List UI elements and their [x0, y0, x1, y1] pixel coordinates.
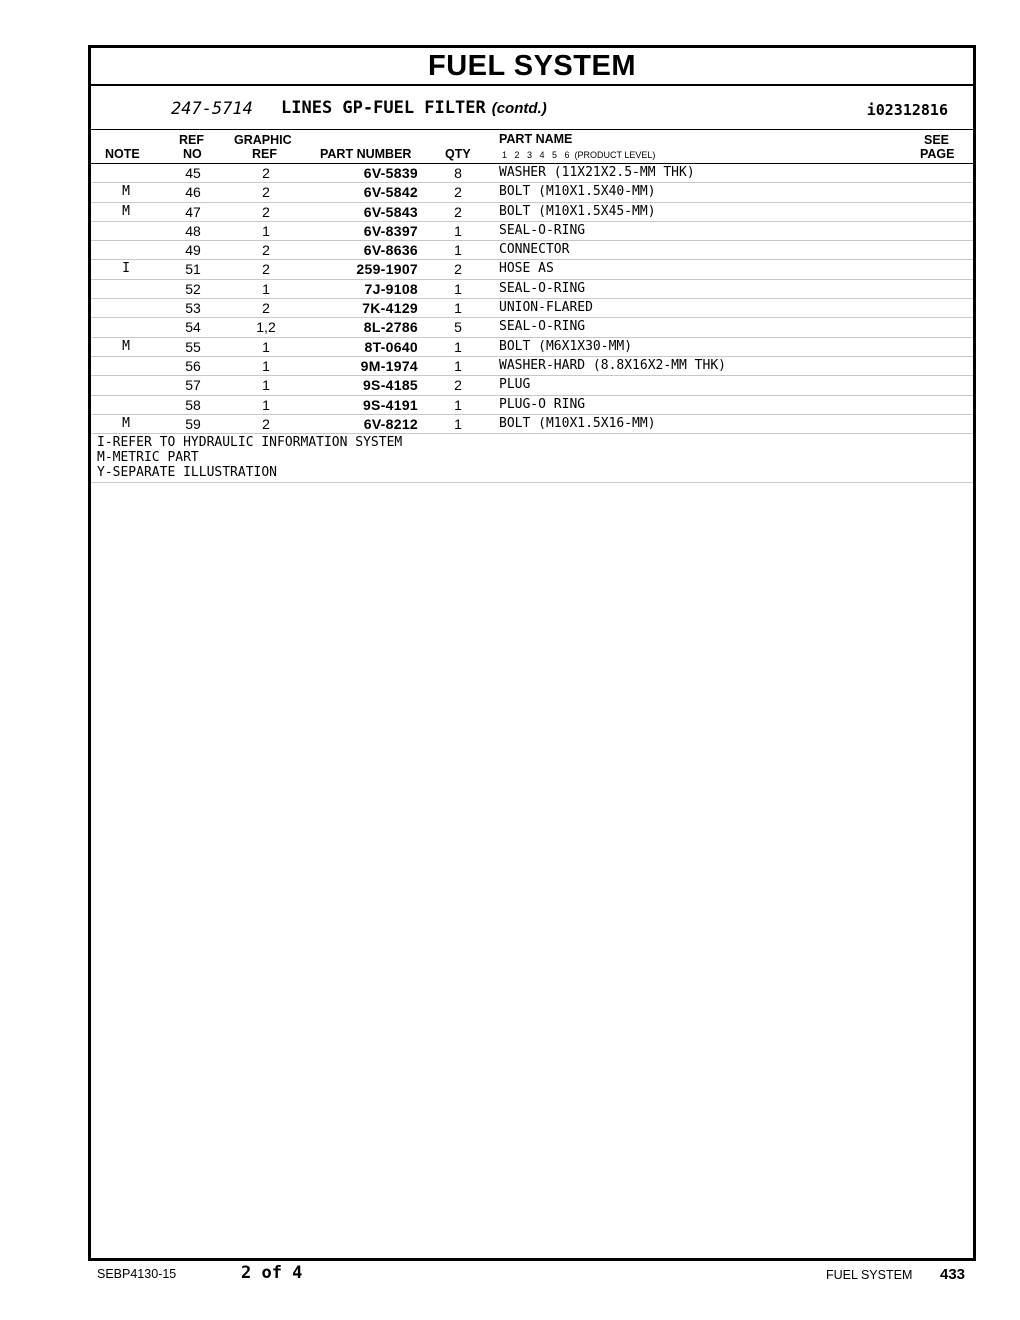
- ref-no-cell: 51: [185, 261, 201, 278]
- note-cell: M: [122, 184, 130, 200]
- header-ref-bottom: NO: [183, 147, 202, 161]
- part-number-cell: 259-1907: [356, 261, 418, 278]
- ref-no-cell: 49: [185, 242, 201, 259]
- graphic-ref-cell: 1: [262, 396, 270, 413]
- ref-no-cell: 59: [185, 415, 201, 432]
- parts-list: [91, 164, 973, 434]
- part-number-cell: 8T-0640: [364, 338, 418, 355]
- part-name-cell: HOSE AS: [499, 261, 554, 277]
- part-number-cell: 9M-1974: [360, 357, 418, 374]
- graphic-ref-cell: 2: [262, 415, 270, 432]
- graphic-ref-cell: 2: [262, 261, 270, 278]
- part-name-cell: PLUG-O RING: [499, 396, 586, 412]
- contd-label: (contd.): [491, 100, 547, 117]
- part-name-cell: BOLT (M10X1.5X16-MM): [499, 415, 656, 431]
- ref-no-cell: 57: [185, 377, 201, 394]
- graphic-ref-cell: 1: [262, 357, 270, 374]
- header-see-bottom: PAGE: [920, 147, 955, 161]
- header-graphic-top: GRAPHIC: [234, 133, 292, 147]
- ref-no-cell: 46: [185, 184, 201, 201]
- table-row: [91, 183, 973, 202]
- part-number-cell: 7K-4129: [362, 300, 418, 317]
- ref-no-cell: 45: [185, 165, 201, 181]
- ref-no-cell: 55: [185, 338, 201, 355]
- header-note: NOTE: [105, 147, 140, 161]
- ref-no-cell: 47: [185, 203, 201, 220]
- part-number-cell: 9S-4191: [362, 396, 418, 413]
- table-row: [91, 318, 973, 337]
- part-number-cell: 6V-8212: [363, 415, 418, 432]
- header-product-levels: 1 2 3 4 5 6 (PRODUCT LEVEL): [502, 150, 656, 160]
- table-row: [91, 164, 973, 183]
- graphic-ref-cell: 2: [262, 165, 270, 181]
- table-row: [91, 241, 973, 260]
- title-bar: [91, 48, 973, 86]
- parts-page-frame: [88, 45, 976, 1261]
- table-row: [91, 203, 973, 222]
- group-id: i02312816: [866, 101, 948, 119]
- graphic-ref-cell: 1: [262, 377, 270, 394]
- qty-cell: 1: [454, 415, 462, 432]
- ref-no-cell: 58: [185, 396, 201, 413]
- part-name-cell: CONNECTOR: [499, 242, 570, 258]
- header-part-name: PART NAME: [499, 132, 573, 146]
- part-number-cell: 6V-5843: [363, 203, 418, 220]
- note-cell: M: [122, 203, 130, 219]
- qty-cell: 1: [454, 300, 462, 317]
- group-name: [281, 98, 547, 118]
- header-ref-top: REF: [179, 133, 204, 147]
- part-number-cell: 6V-8636: [363, 242, 418, 259]
- part-number-cell: 6V-5842: [363, 184, 418, 201]
- qty-cell: 5: [454, 319, 462, 336]
- footer-page-number: 433: [940, 1266, 966, 1283]
- qty-cell: 1: [454, 242, 462, 259]
- footer-section: FUEL SYSTEM: [826, 1268, 913, 1282]
- qty-cell: 1: [454, 280, 462, 297]
- part-name-cell: UNION-FLARED: [499, 300, 593, 316]
- table-row: [91, 396, 973, 415]
- ref-no-cell: 48: [185, 222, 201, 239]
- graphic-ref-cell: 1,2: [256, 319, 276, 336]
- group-name-text: LINES GP-FUEL FILTER: [281, 98, 486, 118]
- header-graphic-bottom: REF: [252, 147, 277, 161]
- qty-cell: 8: [454, 165, 462, 181]
- part-name-cell: SEAL-O-RING: [499, 319, 586, 335]
- ref-no-cell: 54: [185, 319, 201, 336]
- column-headers: [91, 130, 973, 164]
- group-number: 247-5714: [171, 99, 253, 119]
- graphic-ref-cell: 1: [262, 222, 270, 239]
- table-row: [91, 415, 973, 434]
- table-row: [91, 260, 973, 279]
- footer-page-of: 2 of 4: [241, 1263, 303, 1283]
- notes-legend: [91, 434, 973, 483]
- part-name-cell: BOLT (M10X1.5X45-MM): [499, 203, 656, 219]
- note-line: I-REFER TO HYDRAULIC INFORMATION SYSTEM: [97, 435, 403, 451]
- part-number-cell: 7J-9108: [364, 280, 418, 297]
- table-row: [91, 376, 973, 395]
- table-row: [91, 222, 973, 241]
- note-cell: M: [122, 338, 130, 354]
- note-cell: I: [122, 261, 130, 277]
- part-name-cell: BOLT (M10X1.5X40-MM): [499, 184, 656, 200]
- table-row: [91, 280, 973, 299]
- header-see-top: SEE: [924, 133, 950, 147]
- part-number-cell: 9S-4185: [362, 377, 418, 394]
- group-header: [91, 86, 973, 130]
- note-line: M-METRIC PART: [97, 450, 199, 466]
- part-number-cell: 8L-2786: [363, 319, 418, 336]
- qty-cell: 1: [454, 357, 462, 374]
- part-name-cell: BOLT (M6X1X30-MM): [499, 338, 633, 354]
- qty-cell: 2: [454, 261, 462, 278]
- part-name-cell: PLUG: [499, 377, 531, 393]
- page-footer: [0, 1262, 1020, 1292]
- graphic-ref-cell: 1: [262, 280, 270, 297]
- footer-doc-id: SEBP4130-15: [97, 1267, 177, 1281]
- qty-cell: 1: [454, 396, 462, 413]
- graphic-ref-cell: 2: [262, 242, 270, 259]
- ref-no-cell: 52: [185, 280, 201, 297]
- qty-cell: 1: [454, 338, 462, 355]
- part-name-cell: SEAL-O-RING: [499, 222, 586, 238]
- graphic-ref-cell: 1: [262, 338, 270, 355]
- part-name-cell: WASHER (11X21X2.5-MM THK): [499, 165, 695, 180]
- header-qty: QTY: [445, 147, 471, 161]
- ref-no-cell: 56: [185, 357, 201, 374]
- qty-cell: 2: [454, 203, 462, 220]
- header-part-number: PART NUMBER: [320, 147, 412, 161]
- ref-no-cell: 53: [185, 300, 201, 317]
- part-number-cell: 6V-8397: [363, 222, 418, 239]
- qty-cell: 2: [454, 184, 462, 201]
- part-name-cell: SEAL-O-RING: [499, 280, 586, 296]
- part-number-cell: 6V-5839: [363, 165, 418, 181]
- graphic-ref-cell: 2: [262, 203, 270, 220]
- part-name-cell: WASHER-HARD (8.8X16X2-MM THK): [499, 357, 726, 373]
- table-row: [91, 357, 973, 376]
- table-row: [91, 299, 973, 318]
- section-title: FUEL SYSTEM: [428, 49, 636, 82]
- table-row: [91, 338, 973, 357]
- graphic-ref-cell: 2: [262, 184, 270, 201]
- note-line: Y-SEPARATE ILLUSTRATION: [97, 465, 278, 481]
- qty-cell: 1: [454, 222, 462, 239]
- qty-cell: 2: [454, 377, 462, 394]
- graphic-ref-cell: 2: [262, 300, 270, 317]
- note-cell: M: [122, 415, 130, 431]
